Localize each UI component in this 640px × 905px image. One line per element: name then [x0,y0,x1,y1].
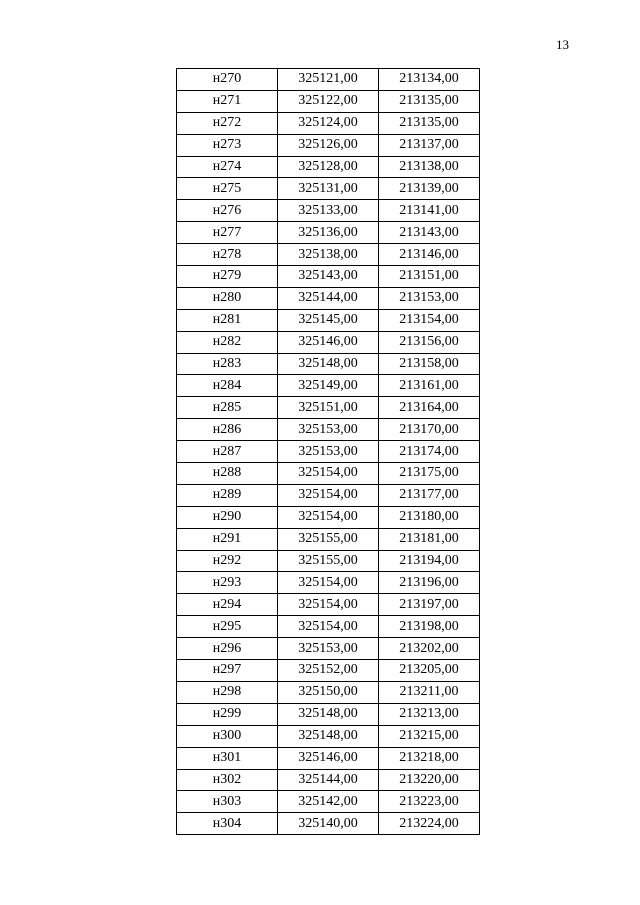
point-id-cell: н296 [177,638,278,660]
point-id-cell: н294 [177,594,278,616]
table-row [177,397,480,419]
table-row [177,353,480,375]
point-id-cell: н304 [177,813,278,835]
x-coordinate-cell: 325154,00 [278,506,379,528]
y-coordinate-cell: 213146,00 [379,244,480,266]
point-id-cell: н283 [177,353,278,375]
y-coordinate-cell: 213143,00 [379,222,480,244]
y-coordinate-cell: 213175,00 [379,463,480,485]
table-row [177,550,480,572]
point-id-cell: н275 [177,178,278,200]
table-row [177,506,480,528]
x-coordinate-cell: 325154,00 [278,594,379,616]
point-id-cell: н302 [177,769,278,791]
y-coordinate-cell: 213197,00 [379,594,480,616]
point-id-cell: н303 [177,791,278,813]
table-row [177,200,480,222]
table-row [177,747,480,769]
x-coordinate-cell: 325144,00 [278,287,379,309]
point-id-cell: н284 [177,375,278,397]
point-id-cell: н276 [177,200,278,222]
table-row [177,419,480,441]
y-coordinate-cell: 213156,00 [379,331,480,353]
x-coordinate-cell: 325149,00 [278,375,379,397]
x-coordinate-cell: 325153,00 [278,419,379,441]
coordinates-table-body [177,69,480,835]
point-id-cell: н290 [177,506,278,528]
table-row [177,222,480,244]
y-coordinate-cell: 213223,00 [379,791,480,813]
x-coordinate-cell: 325122,00 [278,90,379,112]
table-row [177,594,480,616]
y-coordinate-cell: 213139,00 [379,178,480,200]
table-row [177,703,480,725]
y-coordinate-cell: 213196,00 [379,572,480,594]
table-row [177,463,480,485]
table-row [177,134,480,156]
y-coordinate-cell: 213174,00 [379,441,480,463]
point-id-cell: н285 [177,397,278,419]
x-coordinate-cell: 325138,00 [278,244,379,266]
y-coordinate-cell: 213215,00 [379,725,480,747]
x-coordinate-cell: 325136,00 [278,222,379,244]
y-coordinate-cell: 213180,00 [379,506,480,528]
x-coordinate-cell: 325146,00 [278,331,379,353]
x-coordinate-cell: 325121,00 [278,69,379,91]
x-coordinate-cell: 325144,00 [278,769,379,791]
y-coordinate-cell: 213164,00 [379,397,480,419]
y-coordinate-cell: 213154,00 [379,309,480,331]
y-coordinate-cell: 213151,00 [379,266,480,288]
x-coordinate-cell: 325128,00 [278,156,379,178]
table-row [177,266,480,288]
x-coordinate-cell: 325148,00 [278,725,379,747]
x-coordinate-cell: 325131,00 [278,178,379,200]
table-row [177,441,480,463]
y-coordinate-cell: 213141,00 [379,200,480,222]
point-id-cell: н277 [177,222,278,244]
point-id-cell: н293 [177,572,278,594]
x-coordinate-cell: 325143,00 [278,266,379,288]
y-coordinate-cell: 213224,00 [379,813,480,835]
x-coordinate-cell: 325140,00 [278,813,379,835]
table-row [177,90,480,112]
y-coordinate-cell: 213135,00 [379,90,480,112]
y-coordinate-cell: 213181,00 [379,528,480,550]
x-coordinate-cell: 325124,00 [278,112,379,134]
y-coordinate-cell: 213135,00 [379,112,480,134]
y-coordinate-cell: 213138,00 [379,156,480,178]
table-row [177,769,480,791]
x-coordinate-cell: 325148,00 [278,703,379,725]
point-id-cell: н272 [177,112,278,134]
point-id-cell: н286 [177,419,278,441]
table-row [177,660,480,682]
x-coordinate-cell: 325148,00 [278,353,379,375]
x-coordinate-cell: 325153,00 [278,638,379,660]
y-coordinate-cell: 213202,00 [379,638,480,660]
point-id-cell: н271 [177,90,278,112]
table-row [177,616,480,638]
point-id-cell: н282 [177,331,278,353]
point-id-cell: н273 [177,134,278,156]
y-coordinate-cell: 213213,00 [379,703,480,725]
point-id-cell: н297 [177,660,278,682]
point-id-cell: н298 [177,681,278,703]
y-coordinate-cell: 213137,00 [379,134,480,156]
y-coordinate-cell: 213205,00 [379,660,480,682]
table-row [177,572,480,594]
point-id-cell: н299 [177,703,278,725]
table-row [177,69,480,91]
y-coordinate-cell: 213177,00 [379,484,480,506]
y-coordinate-cell: 213158,00 [379,353,480,375]
table-row [177,484,480,506]
point-id-cell: н289 [177,484,278,506]
table-row [177,375,480,397]
y-coordinate-cell: 213198,00 [379,616,480,638]
page-number: 13 [556,37,569,52]
point-id-cell: н281 [177,309,278,331]
x-coordinate-cell: 325126,00 [278,134,379,156]
y-coordinate-cell: 213220,00 [379,769,480,791]
y-coordinate-cell: 213211,00 [379,681,480,703]
x-coordinate-cell: 325154,00 [278,463,379,485]
x-coordinate-cell: 325153,00 [278,441,379,463]
y-coordinate-cell: 213134,00 [379,69,480,91]
point-id-cell: н287 [177,441,278,463]
x-coordinate-cell: 325145,00 [278,309,379,331]
y-coordinate-cell: 213161,00 [379,375,480,397]
x-coordinate-cell: 325155,00 [278,528,379,550]
table-row [177,244,480,266]
table-row [177,813,480,835]
table-row [177,287,480,309]
x-coordinate-cell: 325142,00 [278,791,379,813]
point-id-cell: н270 [177,69,278,91]
x-coordinate-cell: 325151,00 [278,397,379,419]
x-coordinate-cell: 325154,00 [278,616,379,638]
x-coordinate-cell: 325150,00 [278,681,379,703]
x-coordinate-cell: 325146,00 [278,747,379,769]
table-row [177,791,480,813]
y-coordinate-cell: 213194,00 [379,550,480,572]
x-coordinate-cell: 325154,00 [278,484,379,506]
x-coordinate-cell: 325155,00 [278,550,379,572]
table-row [177,528,480,550]
table-row [177,638,480,660]
table-row [177,112,480,134]
table-row [177,309,480,331]
point-id-cell: н278 [177,244,278,266]
table-row [177,156,480,178]
point-id-cell: н280 [177,287,278,309]
x-coordinate-cell: 325133,00 [278,200,379,222]
point-id-cell: н291 [177,528,278,550]
y-coordinate-cell: 213153,00 [379,287,480,309]
point-id-cell: н288 [177,463,278,485]
point-id-cell: н295 [177,616,278,638]
x-coordinate-cell: 325154,00 [278,572,379,594]
table-row [177,725,480,747]
coordinates-table [176,68,480,835]
table-row [177,331,480,353]
x-coordinate-cell: 325152,00 [278,660,379,682]
y-coordinate-cell: 213170,00 [379,419,480,441]
point-id-cell: н292 [177,550,278,572]
point-id-cell: н300 [177,725,278,747]
point-id-cell: н279 [177,266,278,288]
table-row [177,178,480,200]
table-row [177,681,480,703]
point-id-cell: н301 [177,747,278,769]
point-id-cell: н274 [177,156,278,178]
y-coordinate-cell: 213218,00 [379,747,480,769]
